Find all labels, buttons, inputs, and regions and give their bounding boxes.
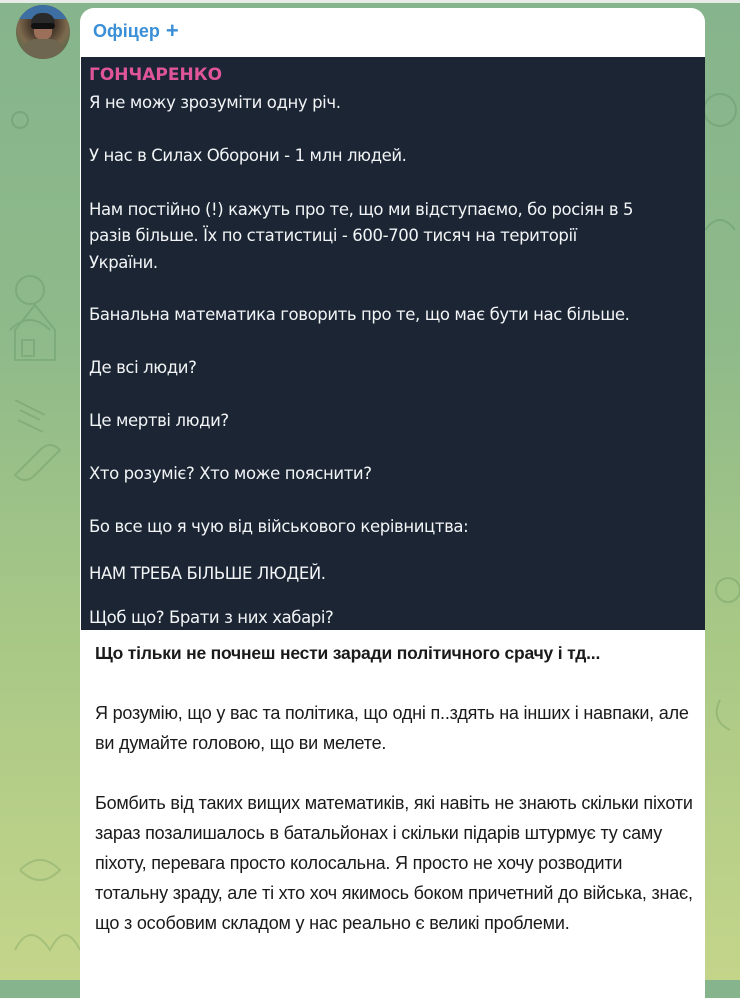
image-line: Хто розуміє? Хто може пояснити? [89,464,372,483]
avatar-glasses [31,23,55,29]
image-line: НАМ ТРЕБА БІЛЬШЕ ЛЮДЕЙ. [89,564,326,583]
image-line: Де всі люди? [89,358,197,377]
image-line: Бо все що я чую від військового керівництва: [89,517,469,536]
image-author: ГОНЧАРЕНКО [89,65,223,85]
image-line: Я не можу зрозуміти одну річ. [89,93,341,112]
message-bubble [80,8,705,998]
sender-avatar[interactable] [16,5,70,59]
caption-title: Що тільки не почнеш нести заради політичного срачу і тд... [95,643,601,663]
caption-paragraph: Бомбить від таких вищих математиків, які навіть не знають скільки піхоти зараз позалишалось в батальйонах і скільки підарів штурмує ту саму піхоту, перевага просто колосальна. Я просто не хочу розводити тотальну зраду, але ті хто хоч якимось боком причетний до війська, знає, що з особовим складом у нас реально є великі проблеми. [95,793,693,933]
caption-paragraph: Я розумію, що у вас та політика, що одні п..здять на інших і навпаки, але ви думайте головою, що ви мелете. [95,703,689,753]
avatar-body [22,39,64,59]
message-image[interactable] [81,57,705,630]
message-caption [95,638,695,938]
image-line: У нас в Силах Оборони - 1 млн людей. [89,146,407,165]
plus-icon: + [165,18,179,43]
image-line: разів більше. Їх по статистиці - 600-700 тисяч на території [89,226,577,245]
sender-name[interactable]: Офіцер [93,20,160,41]
image-line: Банальна математика говорить про те, що має бути нас більше. [89,305,630,324]
sender-name-row[interactable] [93,18,179,44]
image-line: Щоб що? Брати з них хабарі? [89,608,334,627]
image-line: Це мертві люди? [89,411,229,430]
image-line: України. [89,253,158,272]
image-line: Нам постійно (!) кажуть про те, що ми відступаємо, бо росіян в 5 [89,200,634,219]
